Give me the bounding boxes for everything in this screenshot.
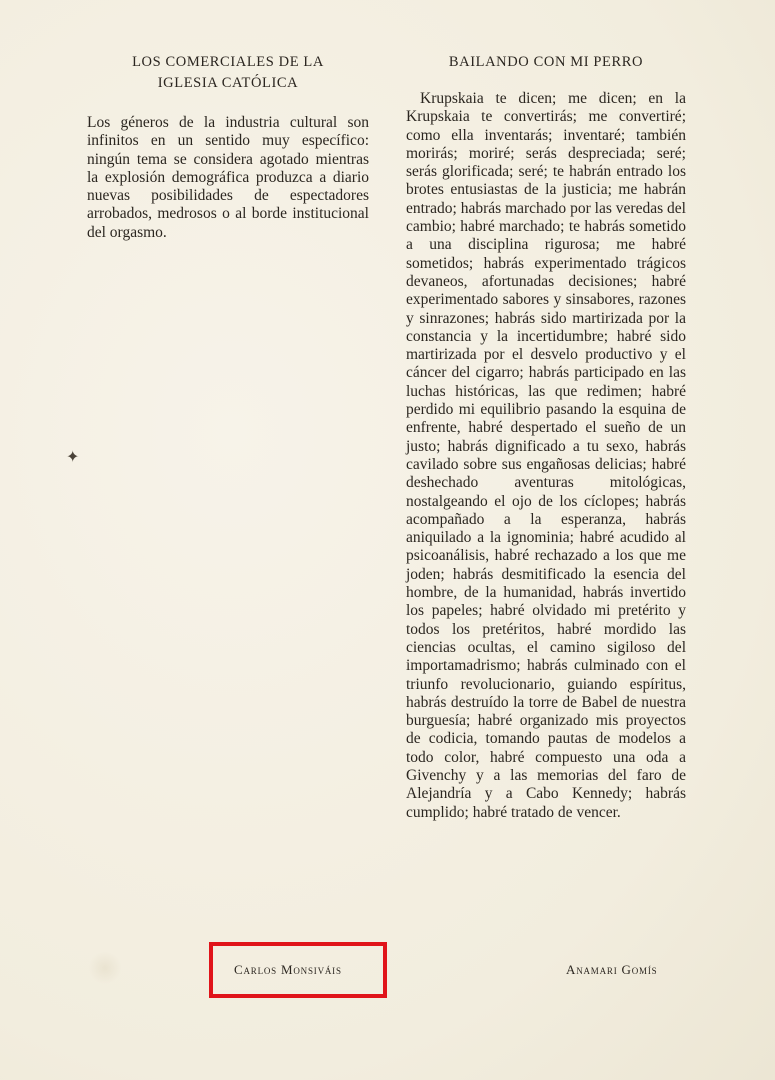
highlight-box (209, 942, 387, 998)
left-article-author: Carlos Monsiváis (234, 962, 342, 977)
paper-stain (88, 952, 122, 984)
right-article-title: BAILANDO CON MI PERRO (448, 54, 644, 70)
right-article (406, 52, 686, 822)
left-article-title-line2: IGLESIA CATÓLICA (157, 75, 299, 91)
right-article-body: Krupskaia te dicen; me dicen; en la Krupskaia te convertirás; me convertiré; como ella inventarás; inventaré; también morirás; moriré; serás despreciada; seré; serás glorificada; seré; te habrán entrado los brotes entusiastas de la justicia; me habrán entrado; habrás marchado por las veredas del cambio; habré marchado; te habrás sometido a una disciplina rigurosa; me habré sometidos; habrás experimentado trágicos devaneos, afortunadas decisiones; habré experimentado sabores y sinsabores, razones y sinrazones; habrás sido martirizada por la constancia y la incertidumbre; habré sido martirizada por el desvelo productivo y el cáncer del cigarro; habrás participado en las luchas históricas, las que redimen; habré perdido mi equilibrio pasando la esquina de enfrente, habré despertado el sueño de un justo; habrás dignificado a tu sexo, habrás cavilado sobre sus engañosas delicias; habré deshechado aventuras mitológicas, nostalgeando el ojo de los cíclopes; habrás acompañado a la esperanza, habrás aniquilado a la ignominia; habré acudido al psicoanálisis, habré rechazado a los que me joden; habrás desmitificado la esencia del hombre, de la humanidad, habrás invertido los papeles; habré olvidado mi pretérito y todos los pretéritos, habré mordido las ciencias ocultas, el camino sigiloso del importamadrismo; habrás culminado con el triunfo revolucionario, guiando espíritus, habrás destruído la torre de Babel de nuestra burguesía; habré organizado mis proyectos de codicia, tomando pautas de modelos a todo color, habré compuesto una oda a Givenchy y a las memorias del faro de Alejandría y a Cabo Kennedy; habrás cumplido; habré tratado de vencer. (406, 90, 686, 821)
left-article-title (87, 52, 369, 94)
ink-mark: ✦ (66, 449, 80, 466)
left-article-body: Los géneros de la industria cultural son infinitos en un sentido muy específico: ningún tema se considera agotado mientras la explosión demográfica produzca a diario nuevas posibilidades de espectadores arrobados, medrosos o al borde institucional del orgasmo. (87, 114, 369, 241)
left-article (87, 52, 369, 242)
left-article-title-line1: LOS COMERCIALES DE LA (132, 54, 324, 70)
right-article-author: Anamari Gomís (566, 962, 658, 977)
